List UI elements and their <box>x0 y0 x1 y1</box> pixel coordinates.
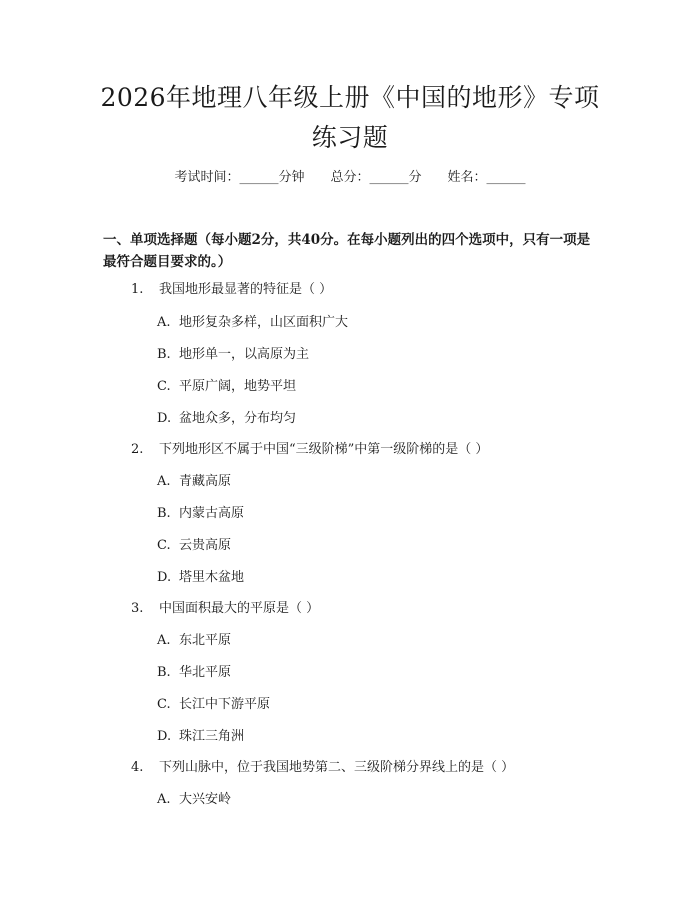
option-2a <box>157 472 231 492</box>
exam-title <box>70 78 630 158</box>
section-heading: 一、单项选择题（每小题2分，共40分。在每小题列出的四个选项中，只有一项是最符合题目要求的。） <box>103 232 591 270</box>
option-letter: A. <box>157 633 171 648</box>
question-2 <box>131 440 488 460</box>
exam-info-line <box>0 168 700 188</box>
question-4 <box>131 758 514 778</box>
total-score-field: 总分：______分 <box>330 170 422 185</box>
option-2c <box>157 536 231 556</box>
option-1d <box>157 409 296 429</box>
option-letter: A. <box>157 315 171 330</box>
option-text: 华北平原 <box>179 665 232 680</box>
option-1c <box>157 377 296 397</box>
question-1 <box>131 280 332 300</box>
option-letter: B. <box>157 347 171 362</box>
option-text: 云贵高原 <box>179 538 232 553</box>
question-text: 下列地形区不属于中国“三级阶梯”中第一级阶梯的是（ ） <box>159 442 489 457</box>
question-number: 1. <box>131 282 144 297</box>
option-letter: C. <box>157 538 171 553</box>
exam-time-field: 考试时间：______分钟 <box>174 170 305 185</box>
option-2b <box>157 504 244 524</box>
student-name-field: 姓名：______ <box>447 170 526 185</box>
option-text: 塔里木盆地 <box>179 570 245 585</box>
option-letter: D. <box>157 411 172 426</box>
option-1b <box>157 345 309 365</box>
option-text: 珠江三角洲 <box>179 729 245 744</box>
option-text: 地形复杂多样，山区面积广大 <box>179 315 349 330</box>
question-text: 我国地形最显著的特征是（ ） <box>159 282 333 297</box>
option-2d <box>157 568 244 588</box>
option-letter: A. <box>157 792 171 807</box>
option-text: 大兴安岭 <box>179 792 232 807</box>
option-3c <box>157 695 270 715</box>
option-letter: D. <box>157 729 172 744</box>
question-3 <box>131 599 319 619</box>
option-text: 长江中下游平原 <box>179 697 271 712</box>
option-4a <box>157 790 231 810</box>
option-letter: A. <box>157 474 171 489</box>
option-letter: B. <box>157 665 171 680</box>
option-3b <box>157 663 231 683</box>
option-letter: C. <box>157 379 171 394</box>
option-text: 青藏高原 <box>179 474 232 489</box>
title-line-1: 2026年地理八年级上册《中国的地形》专项 <box>100 83 600 112</box>
option-text: 地形单一，以高原为主 <box>179 347 310 362</box>
title-line-2: 练习题 <box>311 123 389 152</box>
option-letter: D. <box>157 570 172 585</box>
question-text: 中国面积最大的平原是（ ） <box>159 601 320 616</box>
option-text: 东北平原 <box>179 633 232 648</box>
option-3a <box>157 631 231 651</box>
option-3d <box>157 727 244 747</box>
option-letter: B. <box>157 506 171 521</box>
question-number: 3. <box>131 601 144 616</box>
option-text: 内蒙古高原 <box>179 506 245 521</box>
option-1a <box>157 313 348 333</box>
question-number: 4. <box>131 760 144 775</box>
option-text: 平原广阔，地势平坦 <box>179 379 297 394</box>
option-text: 盆地众多，分布均匀 <box>179 411 297 426</box>
question-number: 2. <box>131 442 144 457</box>
question-text: 下列山脉中，位于我国地势第二、三级阶梯分界线上的是（ ） <box>159 760 515 775</box>
option-letter: C. <box>157 697 171 712</box>
